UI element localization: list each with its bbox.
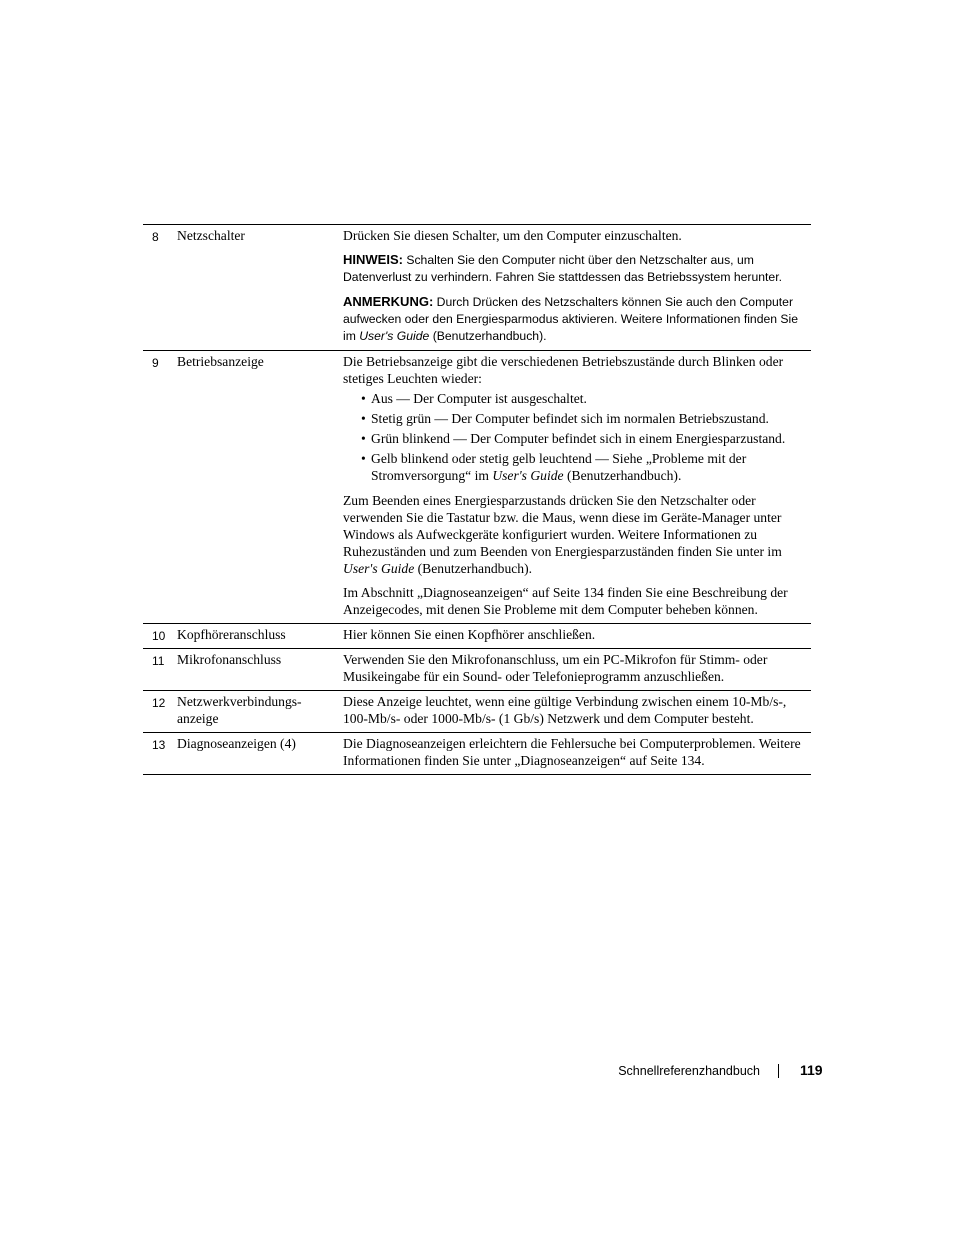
bullet-icon: • (361, 431, 366, 446)
row-description: Hier können Sie einen Kopfhörer anschließen. (343, 627, 596, 642)
row-name: Netzschalter (177, 228, 245, 243)
row-description (343, 225, 811, 350)
row-number: 12 (152, 696, 166, 710)
list-item-text: Grün blinkend — Der Computer befindet sich in einem Energiesparzustand. (371, 431, 786, 446)
bullet-icon: • (361, 451, 366, 466)
description-paragraph: Im Abschnitt „Diagnoseanzeigen“ auf Seite 134 finden Sie eine Beschreibung der Anzeigecodes, mit denen Sie Probleme mit dem Computer beheben können. (343, 585, 788, 617)
row-description: Diese Anzeige leuchtet, wenn eine gültige Verbindung zwischen einem 10-Mb/s-, 100-Mb/s- oder 1000-Mb/s- (1 Gb/s) Netzwerk und dem Computer besteht. (343, 694, 787, 726)
list-item (343, 390, 811, 407)
table-row (143, 623, 811, 648)
table-row (143, 225, 811, 350)
note-block (343, 293, 811, 345)
list-item (343, 430, 811, 447)
row-name: Mikrofonanschluss (177, 652, 282, 667)
list-item-text: Gelb blinkend oder stetig gelb leuchtend — Siehe „Probleme mit der Stromversorgung“ im (371, 451, 747, 483)
table-row (143, 648, 811, 690)
list-item (343, 450, 811, 484)
list-item-text: Aus — Der Computer ist ausgeschaltet. (371, 391, 587, 406)
row-name: Kopfhöreranschluss (177, 627, 286, 642)
row-number: 9 (152, 356, 159, 370)
notice-block (343, 251, 811, 286)
page-number: 119 (800, 1062, 823, 1078)
description-intro: Die Betriebsanzeige gibt die verschiedenen Betriebszustände durch Blinken oder stetiges Leuchten wieder: (343, 354, 784, 386)
list-item-text: Stetig grün — Der Computer befindet sich im normalen Betriebszustand. (371, 411, 769, 426)
row-description (343, 351, 811, 623)
list-item-suffix: (Benutzerhandbuch). (563, 468, 682, 483)
guide-title: User's Guide (492, 468, 564, 483)
table-row (143, 732, 811, 774)
notice-label: HINWEIS: (343, 252, 403, 267)
list-item (343, 410, 811, 427)
paragraph-text: Zum Beenden eines Energiesparzustands drücken Sie den Netzschalter oder verwenden Sie die Tastatur bzw. die Maus, wenn diese im Geräte-Manager unter Windows als Aufweckgeräte konfiguriert wurden. Weitere Informationen zu Ruhezuständen und zum Beenden von Energiesparzuständen finden Sie unter im (343, 493, 782, 559)
row-description: Die Diagnoseanzeigen erleichtern die Fehlersuche bei Computerproblemen. Weitere Informationen finden Sie unter „Diagnoseanzeigen“ auf Seite 134. (343, 736, 801, 768)
note-text: Durch Drücken des Netzschalters können Sie auch den Computer aufwecken oder den Energiesparmodus aktivieren. Weitere Informationen finden Sie im (343, 295, 799, 343)
note-suffix: (Benutzerhandbuch). (429, 329, 547, 343)
row-description: Verwenden Sie den Mikrofonanschluss, um ein PC-Mikrofon für Stimm- oder Musikeingabe für ein Sound- oder Telefonieprogramm anzuschließen. (343, 652, 768, 684)
row-number: 8 (152, 230, 159, 244)
row-number: 13 (152, 738, 166, 752)
guide-title: User's Guide (343, 561, 415, 576)
row-number: 11 (152, 654, 165, 668)
row-name: Diagnoseanzeigen (4) (177, 736, 296, 751)
footer-title: Schnellreferenzhandbuch (618, 1064, 760, 1078)
notice-text: Schalten Sie den Computer nicht über den Netzschalter aus, um Datenverlust zu verhindern. Fahren Sie stattdessen das Betriebssystem herunter. (343, 253, 782, 284)
table-row (143, 350, 811, 623)
component-table (143, 224, 811, 775)
row-name: Betriebsanzeige (177, 354, 264, 369)
row-number: 10 (152, 629, 166, 643)
table-row (143, 690, 811, 732)
description-paragraph (343, 492, 811, 577)
bullet-icon: • (361, 391, 366, 406)
paragraph-suffix: (Benutzerhandbuch). (414, 561, 533, 576)
bullet-icon: • (361, 411, 366, 426)
row-name: Netzwerkverbindungs-anzeige (177, 694, 302, 726)
footer-divider (778, 1064, 780, 1078)
status-list (343, 390, 811, 484)
guide-title: User's Guide (359, 329, 430, 343)
description-text: Drücken Sie diesen Schalter, um den Computer einzuschalten. (343, 228, 682, 243)
note-label: ANMERKUNG: (343, 294, 434, 309)
